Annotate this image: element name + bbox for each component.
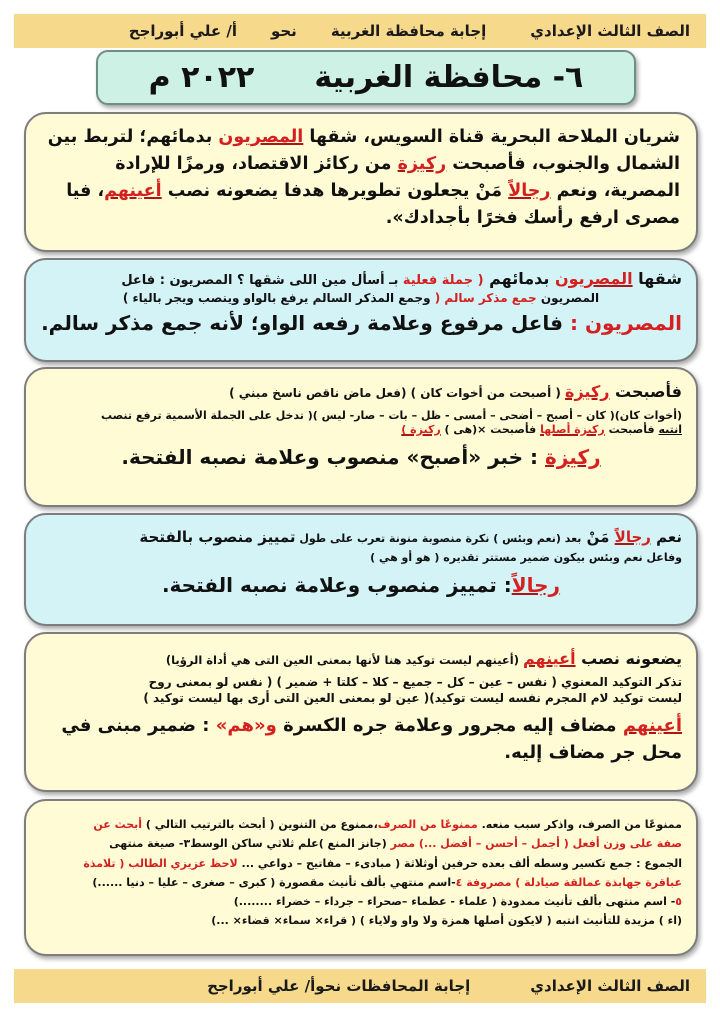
text: - اسم منتهى بألف تأنيث ممدودة ( علماء - عظماء –صحراء – جرداء – خضراء ........) [233,895,676,908]
text: الجموع : جمع تكسير وسطه ألف بعده حرفين أوثلاثة ( مبادىء – مفاتيح – دواعي ... [237,856,682,870]
note-line [40,892,682,911]
explanation-line: (أخوات كان)( كان – أصبح – أضحى – أمسى - ظل – بات – صار- ليس )( تدخل على الجملة الأسمية ترفع تنصب [100,408,682,422]
footer-grade: الصف الثالث الإعدادي [530,977,690,995]
explanation-line [40,527,682,547]
highlight-note: لاحظ عزيزي الطالب ( تلامذة [83,856,238,870]
passage-card [24,112,698,252]
highlight-word: ركيزة [565,382,610,401]
note-line: (اء ) مزيدة للتأنيث انتبه ( لايكون أصلها همزة ولا واو ولاياء ) ( قراء× سماء× قضاء× ...) [211,914,682,928]
text: فأصبحت ×(هى ) [440,423,541,437]
text: وجمع المذكر السالم يرفع بالواو وينصب ويجر بالياء ) [122,290,435,305]
note-line [40,854,682,873]
passage-text: بدمائهم؛ لتربط بين الشمال والجنوب، فأصبحت [47,127,680,175]
explanation-line: تذكر التوكيد المعنوي ( نفس – عين – كل – جميع – كلا – كلتا + ضمير ) ( نفس لو بمعنى روح [148,674,682,689]
text: المصريون [536,290,600,305]
answer-line [40,310,682,337]
highlight-note: ٥ [675,895,682,908]
passage-text: شريان الملاحة البحرية قناة السويس، شقها [303,127,680,147]
answer-text: فاعل مرفوع وعلامة رفعه الواو؛ لأنه جمع مذكر سالم. [41,310,570,335]
highlight-note: ركيزة أصلها [540,423,605,437]
answer-word: رجالاً [511,573,561,598]
text: شقها [632,269,682,288]
highlight-word: أعينهم [104,181,162,202]
highlight-note: ( جملة فعلية [402,273,484,288]
answer-text: : تمييز منصوب وعلامة نصبه الفتحة. [161,573,512,598]
highlight-note: ممنوعًا من الصرف [377,818,478,831]
analysis-card-masriyoun [24,258,698,362]
text: ( أصبحت من أخوات كان ) (فعل ماض ناقص ناسخ مبني ) [229,386,566,400]
text: فأصبحت [604,423,659,437]
note-line [40,873,682,892]
passage-text: من ركائز الاقتصاد، ورمزًا للإرادة المصرية، ونعم [115,154,680,202]
explanation-line [40,290,682,306]
text: بعد (نعم وبئس ) نكرة منصوبة منونة تعرب على طول [295,532,582,545]
answer-highlight: و«هم» [215,714,277,736]
explanation-line [40,423,682,438]
title-number: ٦- [552,60,584,95]
text: -اسم منتهي بألف تأنيث مقصورة ( كبرى – صغرى – عليا – دنيا ......) [92,875,456,889]
answer-word: ركيزة [545,445,601,470]
text: ممنوعًا من الصرف، واذكر سبب منعه. [477,818,682,831]
highlight-word: أعينهم [523,649,576,668]
explanation-line: وفاعل نعم وبئس بيكون ضمير مستتر تقديره ( هو أو هي ) [370,551,682,565]
answer-line [40,712,682,766]
explanation-line [40,648,682,670]
explanation-line: ليست توكيد لام المجرم نفسه ليست توكيد)( عين لو بمعنى العين التى أرى بها ليست توكيد ) [143,690,682,705]
passage-text: مَنْ يجعلون تطويرها هدفا يضعونه نصب [161,181,509,202]
text: بدمائهم [483,269,555,288]
highlight-note: جمع مذكر سالم ( [434,290,537,305]
highlight-word: المصريون [554,269,633,288]
passage-text: ، فيا مصرى ارفع رأسك فخرًا بأجدادك». [66,181,680,229]
page-title [96,50,636,105]
answer-word: المصريون : [569,310,682,335]
text: نعم [650,528,682,546]
explanation-line [40,268,682,290]
analysis-card-rijalan [24,513,698,626]
title-year: ٢٠٢٢ م [148,60,255,95]
title-governorate: محافظة الغربية [314,60,543,95]
answer-line [40,572,682,599]
answer-line [40,444,682,471]
grade-label: الصف الثالث الإعدادي [530,22,690,40]
branch-label: نحو [270,22,297,40]
explanation-line [40,381,682,403]
highlight-note: صفة على وزن أفعل ( أجمل – أحسن – أفضل ...) مصر [390,837,682,851]
footer-subject: إجابة المحافظات نحو [315,977,471,995]
text: فأصبحت [609,382,682,401]
answer-text: : ضمير مبنى في محل جر مضاف إليه. [61,714,682,763]
subject-label: إجابة محافظة الغربية [330,22,487,40]
highlight-word: رجالاً [614,528,651,546]
text: يضعونه نصب [575,649,682,668]
text: ،ممنوع من التنوين ( أبحث بالترتيب التالي ) [142,818,378,831]
highlight-word: المصريون [218,127,304,147]
highlight-word: رجالاً [508,181,551,202]
text: انتبه [658,423,682,437]
notes-card-mamnu [24,799,698,956]
note-line [40,834,682,853]
highlight-note: عباقرة جهابذة عمالقة صيادلة ) مصروفة ٤ [455,875,682,889]
analysis-card-aynihim [24,632,698,792]
highlight-note: أبحث عن [93,818,143,831]
text: تمييز منصوب بالفتحة [139,528,296,546]
footer-band [14,969,706,1003]
highlight-note: ركيزة ) [401,423,441,437]
text: بـ أسأل مين اللى شقها ؟ المصريون : فاعل [121,273,403,288]
text: (أعينهم ليست توكيد هنا لأنها بمعنى العين التى هي أداة الرؤيا) [165,653,523,667]
footer-teacher: أ/ علي أبوراجح [207,977,316,995]
header-band [14,14,706,48]
answer-text: : خبر «أصبح» منصوب وعلامة نصبه الفتحة. [121,445,546,470]
answer-word: أعينهم [622,714,682,736]
text: مَنْ [581,528,615,546]
highlight-word: ركيزة [397,154,447,175]
note-line [40,815,682,834]
teacher-name: أ/ علي أبوراجح [128,22,237,40]
answer-text: مضاف إليه مجرور وعلامة جره الكسرة [276,714,623,736]
analysis-card-rakiza [24,367,698,507]
text: (جانز المنع )علم ثلاثي ساكن الوسط٣- صيغة منتهى [109,837,391,851]
